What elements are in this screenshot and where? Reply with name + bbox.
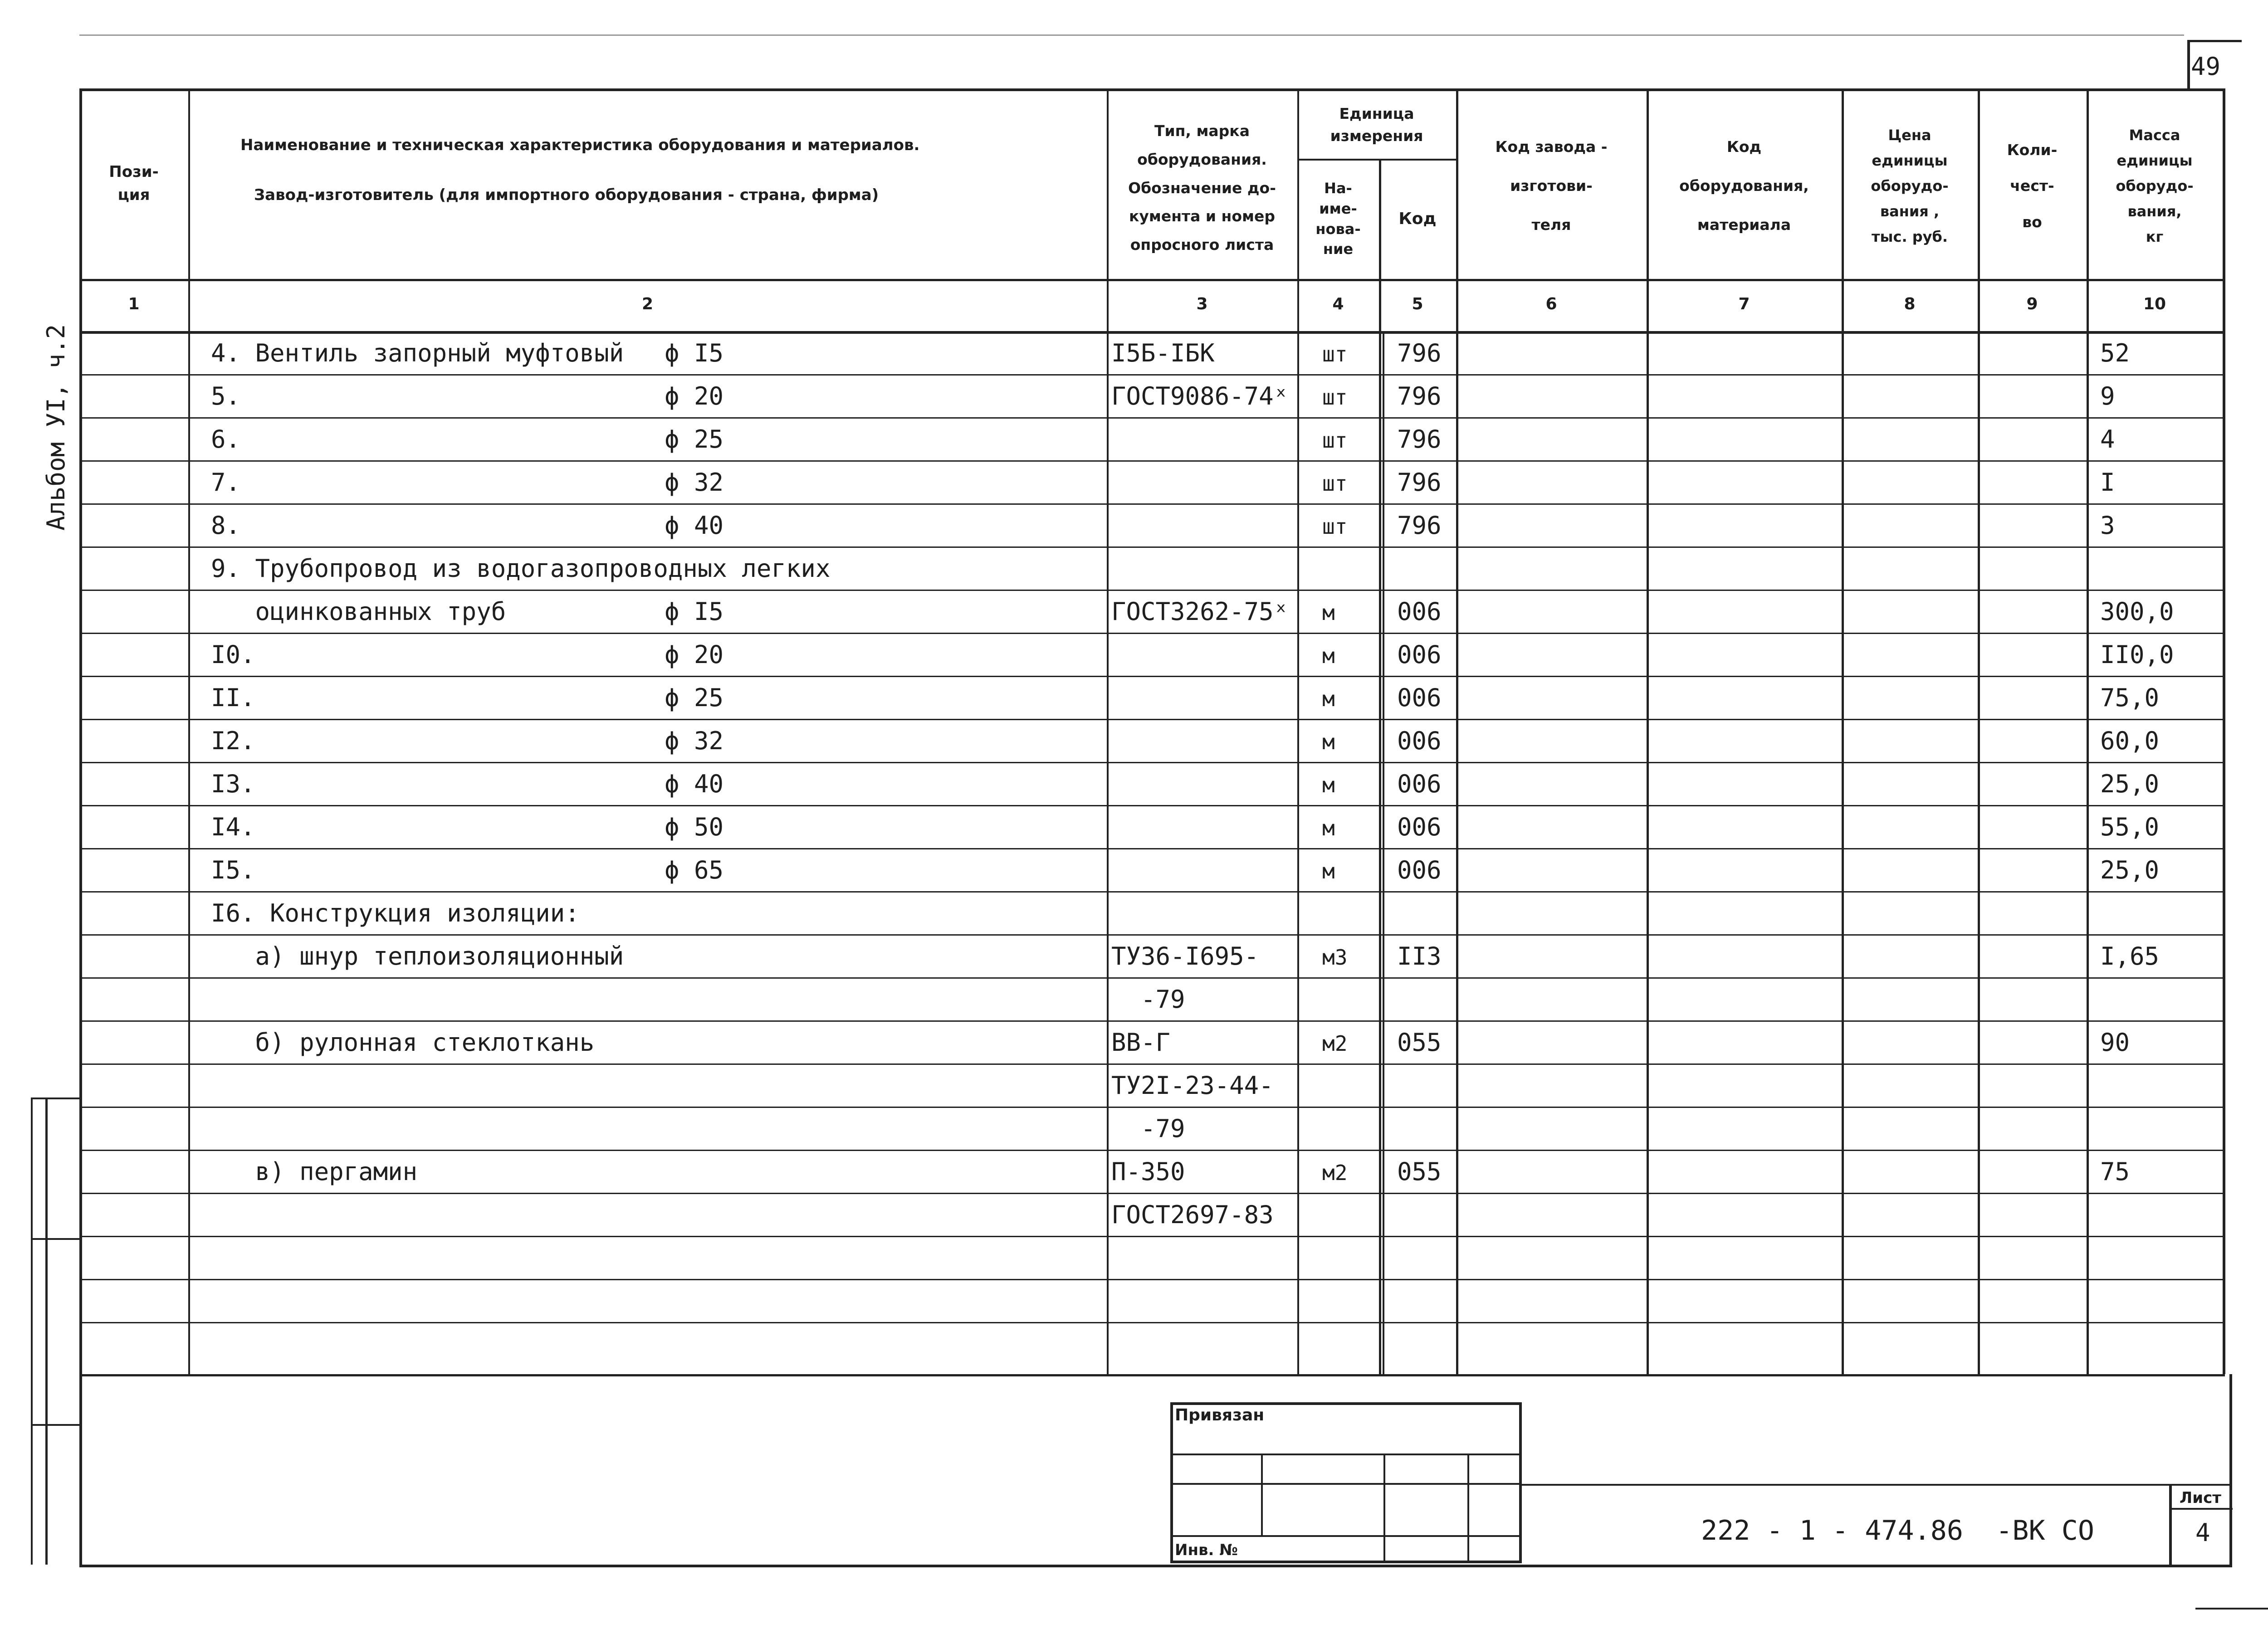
- table-border-bottom: [79, 1374, 2225, 1376]
- column-divider: [1379, 159, 1381, 1374]
- row-type: ВВ-Г: [1111, 1028, 1171, 1057]
- column-number: 1: [128, 295, 140, 313]
- right-edge-tick: [2195, 1608, 2268, 1610]
- row-diameter: ϕ 32: [665, 468, 724, 497]
- row-unit-code: 796: [1397, 382, 1442, 410]
- unit-group-border: [1297, 159, 1456, 161]
- row-type: ТУ36-I695-: [1111, 942, 1259, 971]
- column-number: 3: [1196, 295, 1208, 313]
- row-divider: [79, 934, 2223, 936]
- top-rule: [79, 34, 2184, 36]
- row-divider: [79, 1193, 2223, 1194]
- row-divider: [79, 805, 2223, 806]
- margin-strip-line: [45, 1097, 48, 1565]
- row-quantity: 60,0: [2100, 727, 2160, 755]
- row-divider: [79, 374, 2223, 376]
- column-numbers-border: [79, 331, 2223, 334]
- column-divider: [1978, 88, 1980, 1374]
- row-diameter: ϕ 32: [665, 727, 724, 755]
- row-divider: [79, 1322, 2223, 1323]
- column-divider: [1297, 88, 1299, 1374]
- album-label: Альбом УI, ч.2: [42, 324, 70, 531]
- row-divider: [79, 1020, 2223, 1022]
- row-type: I5Б-IБК: [1111, 339, 1215, 367]
- column-divider: [2087, 88, 2089, 1374]
- table-border-top: [79, 88, 2225, 91]
- row-diameter: ϕ 25: [665, 425, 724, 454]
- header-mass: Масса единицы оборудо- вания, кг: [2116, 127, 2194, 245]
- row-diameter: ϕ 20: [665, 640, 724, 669]
- row-name: I0.: [211, 640, 255, 669]
- frame-border-right: [2229, 1374, 2232, 1567]
- header-equipment-code: Код оборудования, материала: [1679, 138, 1809, 234]
- stamp-line: [1261, 1454, 1263, 1535]
- row-quantity: 4: [2100, 425, 2115, 454]
- column-number: 8: [1904, 295, 1916, 313]
- row-name: I3.: [211, 770, 255, 798]
- row-unit-code: II3: [1397, 942, 1442, 971]
- header-unit-group: Единица измерения: [1330, 104, 1423, 145]
- row-divider: [79, 1063, 2223, 1065]
- row-unit-code: 006: [1397, 727, 1442, 755]
- row-divider: [79, 1107, 2223, 1108]
- column-number: 2: [641, 295, 654, 313]
- row-type: -79: [1111, 985, 1185, 1014]
- margin-strip-line: [31, 1097, 33, 1565]
- page-number-box-top: [2187, 40, 2242, 42]
- title-block-line: [1522, 1484, 2229, 1486]
- row-unit: шт: [1322, 385, 1348, 410]
- row-unit: м: [1322, 859, 1335, 883]
- row-unit-code: 796: [1397, 425, 1442, 454]
- row-quantity: I,65: [2100, 942, 2160, 971]
- row-unit-code: 006: [1397, 597, 1442, 626]
- page-number: 49: [2191, 52, 2221, 81]
- row-divider: [79, 676, 2223, 677]
- column-divider: [1842, 88, 1844, 1374]
- row-unit: м2: [1322, 1031, 1348, 1056]
- row-divider: [79, 762, 2223, 763]
- row-name: I2.: [211, 727, 255, 755]
- column-divider: [188, 88, 190, 1374]
- row-name: 9. Трубопровод из водогазопроводных легких: [211, 554, 831, 583]
- row-name: оцинкованных труб: [211, 597, 506, 626]
- margin-strip-line: [31, 1238, 81, 1240]
- row-unit: м: [1322, 816, 1335, 840]
- column-divider: [1107, 88, 1109, 1374]
- document-code: 222 - 1 - 474.86 -ВК СО: [1701, 1515, 2094, 1546]
- row-unit-code: 055: [1397, 1157, 1442, 1186]
- column-number: 5: [1412, 295, 1423, 313]
- sheet-label: Лист: [2180, 1489, 2221, 1507]
- row-divider: [79, 546, 2223, 548]
- row-unit: м: [1322, 687, 1335, 711]
- row-name: I5.: [211, 856, 255, 884]
- column-number: 4: [1332, 295, 1344, 313]
- row-unit: м: [1322, 600, 1335, 625]
- page-number-box-left: [2187, 40, 2190, 90]
- row-name: 4. Вентиль запорный муфтовый: [211, 339, 624, 367]
- row-unit-code: 006: [1397, 683, 1442, 712]
- row-divider: [79, 977, 2223, 979]
- row-unit: м: [1322, 644, 1335, 668]
- row-type: -79: [1111, 1114, 1185, 1143]
- title-block-line: [2169, 1484, 2172, 1566]
- row-diameter: ϕ 40: [665, 511, 724, 540]
- row-quantity: 9: [2100, 382, 2115, 410]
- column-divider: [1383, 331, 1384, 1374]
- row-quantity: 52: [2100, 339, 2130, 367]
- row-divider: [79, 891, 2223, 893]
- header-unit-name: На- име- нова- ние: [1315, 179, 1361, 258]
- header-type: Тип, марка оборудования. Обозначение до- кумента и номер опросного листа: [1128, 122, 1276, 254]
- stamp-inv-label: Инв. №: [1175, 1541, 1238, 1559]
- row-quantity: 55,0: [2100, 813, 2160, 841]
- row-unit-code: 055: [1397, 1028, 1442, 1057]
- stamp-bound-label: Привязан: [1175, 1406, 1265, 1424]
- row-unit-code: 796: [1397, 468, 1442, 497]
- header-unit-code: Код: [1398, 209, 1437, 228]
- table-border-right: [2223, 88, 2225, 1374]
- row-diameter: ϕ 25: [665, 683, 724, 712]
- row-type: ГОСТ9086-74ˣ: [1111, 382, 1289, 410]
- row-diameter: ϕ 50: [665, 813, 724, 841]
- row-name: а) шнур теплоизоляционный: [211, 942, 624, 971]
- header-name-line1: Наименование и техническая характеристика оборудования и материалов.: [240, 136, 920, 154]
- row-divider: [79, 848, 2223, 849]
- row-name: 7.: [211, 468, 241, 497]
- row-diameter: ϕ I5: [665, 339, 724, 367]
- row-unit-code: 006: [1397, 856, 1442, 884]
- header-name-line2: Завод-изготовитель (для импортного оборудования - страна, фирма): [254, 186, 879, 204]
- row-unit: м2: [1322, 1161, 1348, 1185]
- row-type: ГОСТ2697-83: [1111, 1200, 1274, 1229]
- row-unit: шт: [1322, 342, 1348, 366]
- row-diameter: ϕ 40: [665, 770, 724, 798]
- row-unit: шт: [1322, 471, 1348, 496]
- row-unit-code: 006: [1397, 640, 1442, 669]
- row-quantity: 3: [2100, 511, 2115, 540]
- row-quantity: 25,0: [2100, 770, 2160, 798]
- row-diameter: ϕ 65: [665, 856, 724, 884]
- row-name: 8.: [211, 511, 241, 540]
- row-unit-code: 006: [1397, 770, 1442, 798]
- row-divider: [79, 1279, 2223, 1280]
- header-price: Цена единицы оборудо- вания , тыс. руб.: [1871, 127, 1949, 245]
- row-quantity: 75,0: [2100, 683, 2160, 712]
- row-quantity: 300,0: [2100, 597, 2174, 626]
- row-divider: [79, 590, 2223, 591]
- row-divider: [79, 633, 2223, 634]
- row-type: П-350: [1111, 1157, 1185, 1186]
- row-type: ТУ2I-23-44-: [1111, 1071, 1274, 1100]
- row-unit-code: 796: [1397, 339, 1442, 367]
- header-position: Пози- ция: [109, 163, 159, 204]
- row-name: б) рулонная стеклоткань: [211, 1028, 595, 1057]
- row-unit: шт: [1322, 514, 1348, 539]
- header-border: [79, 279, 2223, 281]
- row-diameter: ϕ I5: [665, 597, 724, 626]
- row-divider: [79, 417, 2223, 419]
- row-divider: [79, 503, 2223, 505]
- row-quantity: I: [2100, 468, 2115, 497]
- row-unit: м3: [1322, 945, 1348, 970]
- column-number: 9: [2026, 295, 2038, 313]
- row-unit-code: 796: [1397, 511, 1442, 540]
- column-number: 7: [1738, 295, 1750, 313]
- row-name: I6. Конструкция изоляции:: [211, 899, 580, 927]
- row-unit: м: [1322, 773, 1335, 797]
- column-number: 6: [1545, 295, 1557, 313]
- row-divider: [79, 460, 2223, 462]
- margin-strip-line: [31, 1424, 81, 1426]
- row-name: II.: [211, 683, 255, 712]
- row-quantity: 90: [2100, 1028, 2130, 1057]
- stamp-line: [1383, 1454, 1385, 1562]
- row-quantity: 25,0: [2100, 856, 2160, 884]
- row-type: ГОСТ3262-75ˣ: [1111, 597, 1289, 626]
- row-quantity: 75: [2100, 1157, 2130, 1186]
- row-divider: [79, 719, 2223, 720]
- sheet-number: 4: [2195, 1518, 2210, 1547]
- margin-strip-line: [31, 1097, 81, 1099]
- column-divider: [1456, 88, 1458, 1374]
- row-divider: [79, 1150, 2223, 1151]
- row-name: 6.: [211, 425, 241, 454]
- row-quantity: II0,0: [2100, 640, 2174, 669]
- stamp-line: [1467, 1454, 1469, 1562]
- frame-border-bottom: [79, 1565, 2229, 1567]
- row-divider: [79, 1236, 2223, 1237]
- column-divider: [1647, 88, 1649, 1374]
- row-unit: шт: [1322, 428, 1348, 453]
- header-quantity: Коли- чест- во: [2007, 141, 2058, 231]
- row-name: I4.: [211, 813, 255, 841]
- column-number: 10: [2143, 295, 2166, 313]
- header-factory-code: Код завода - изготови- теля: [1495, 138, 1608, 234]
- row-diameter: ϕ 20: [665, 382, 724, 410]
- row-name: в) пергамин: [211, 1157, 418, 1186]
- title-block-line: [2169, 1508, 2233, 1510]
- row-unit: м: [1322, 730, 1335, 754]
- row-name: 5.: [211, 382, 241, 410]
- row-unit-code: 006: [1397, 813, 1442, 841]
